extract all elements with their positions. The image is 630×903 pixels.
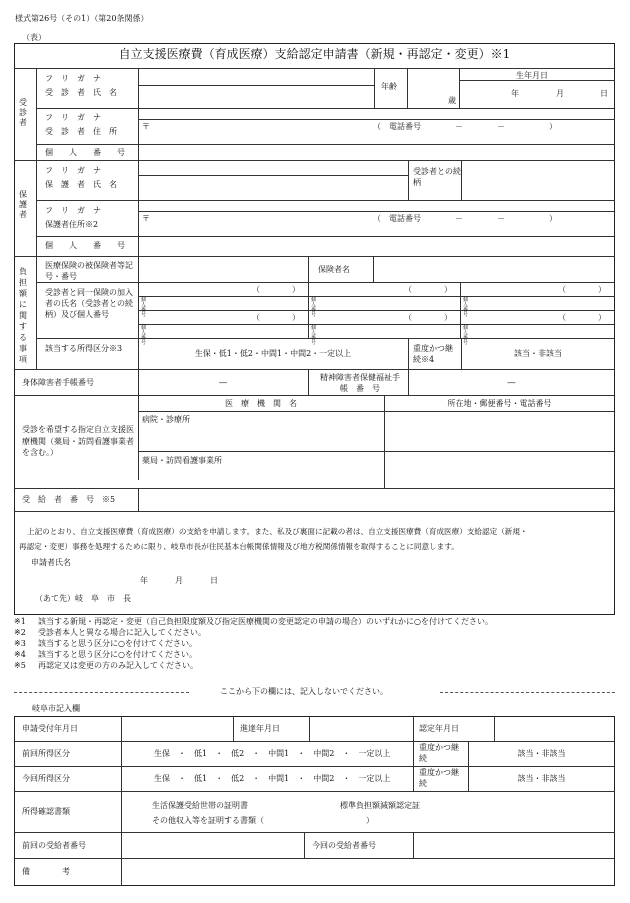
note-1-text: 該当する新規・再認定・変更（自己負担限度額及び指定医療機関の変更認定の申請の場合）のいずれかに○を付けてください。 xyxy=(38,617,493,626)
divider-line-right xyxy=(440,692,615,693)
mental-handbook-label: 精神障害者保健福祉手 帳 番 号 xyxy=(320,373,408,394)
guardian-addr-label: 保護者住所※2 xyxy=(45,220,99,229)
prev-recipient-number-label: 前回の受給者番号 xyxy=(22,841,86,850)
curr-income-options: 生保 ・ 低1 ・ 低2 ・ 中間1 ・ 中間2 ・ 一定以上 xyxy=(154,774,391,783)
consent-line-1: 上記のとおり、自立支援医療費（育成医療）の支給を申請します。また、私及び裏面に記載の者は、自立支援医療費（育成医療）支給認定（新規・ xyxy=(27,527,528,536)
form-number: 様式第26号（その1）（第20条関係） xyxy=(15,14,149,23)
guardian-addr-furigana: フ リ ガ ナ xyxy=(45,206,101,215)
patient-name-label: 受 診 者 氏 名 xyxy=(45,88,117,97)
insurer-name-label: 保険者名 xyxy=(318,265,350,274)
member3-indiv: 個人番号 xyxy=(463,297,469,318)
guardian-name-input[interactable] xyxy=(142,180,404,194)
patient-name-input[interactable] xyxy=(142,88,370,102)
recipient-number-label: 受 給 者 番 号 ※5 xyxy=(22,495,116,504)
member2-indiv: 個人番号 xyxy=(311,297,317,318)
member2-relation: （ ） xyxy=(404,285,452,294)
member3-relation: （ ） xyxy=(558,285,606,294)
note-3-mark: ※3 xyxy=(14,639,26,648)
family-members-label: 受診者と同一保険の加入者の氏名（受診者との続柄）及び個人番号 xyxy=(45,288,133,320)
curr-severe-options: 該当・非該当 xyxy=(517,774,566,783)
member1-indiv: 個人番号 xyxy=(141,297,147,318)
institution-label: 受診を希望する指定自立支援医療機関（薬局・訪問看護事業者を含む。） xyxy=(22,425,134,458)
recipient-number-input[interactable] xyxy=(142,494,610,506)
hospital-label: 病院・診療所 xyxy=(142,415,190,424)
dob-label: 生年月日 xyxy=(516,71,548,80)
patient-phone-open: （ 電話番号 xyxy=(373,122,421,131)
section-patient: 受診者 xyxy=(19,98,27,127)
prev-income-label: 前回所得区分 xyxy=(22,749,70,758)
note-2-mark: ※2 xyxy=(14,628,26,637)
sent-date-label: 進達年月日 xyxy=(240,724,280,733)
guardian-phone-open: （ 電話番号 xyxy=(373,214,421,223)
guardian-furigana-label: フ リ ガ ナ xyxy=(45,166,101,175)
divider-line-left xyxy=(14,692,189,693)
note-1-mark: ※1 xyxy=(14,617,26,626)
insured-number-label: 医療保険の被保険者等記号・番号 xyxy=(45,261,133,282)
guardian-postal: 〒 xyxy=(142,214,150,223)
patient-addr-label: 受 診 者 住 所 xyxy=(45,127,117,136)
guardian-individual-number-input[interactable] xyxy=(142,240,610,252)
addressee: （あて先）岐 阜 市 長 xyxy=(35,594,131,603)
dob-month: 月 xyxy=(556,89,564,98)
institution-col-address: 所在地・郵便番号・電話番号 xyxy=(447,399,552,408)
income-docs-label: 所得確認書類 xyxy=(22,807,70,816)
divider-text: ここから下の欄には、記入しないでください。 xyxy=(220,687,388,696)
guardian-indiv-label: 個 人 番 号 xyxy=(45,241,125,250)
note-5-text: 再認定又は変更の方のみ記入してください。 xyxy=(38,661,198,670)
applicant-name-input[interactable] xyxy=(80,556,280,568)
patient-furigana-label: フ リ ガ ナ xyxy=(45,74,101,83)
guardian-phone-close: ） xyxy=(549,214,557,223)
note-4-text: 該当すると思う区分に○を付けてください。 xyxy=(38,650,197,659)
income-category-label: 該当する所得区分※3 xyxy=(45,344,123,353)
approved-date-label: 認定年月日 xyxy=(419,724,459,733)
guardian-name-label: 保 護 者 氏 名 xyxy=(45,180,117,189)
member6-relation: （ ） xyxy=(558,313,606,322)
remarks-label: 備 考 xyxy=(22,867,70,876)
member4-indiv: 個人番号 xyxy=(141,325,147,346)
severe-label: 重度かつ継続※4 xyxy=(413,344,453,365)
patient-phone-dash1: － xyxy=(455,122,463,131)
doc-welfare-cert: 生活保護受給世帯の証明書 xyxy=(152,801,248,810)
patient-phone-close: ） xyxy=(549,122,557,131)
apply-date-year: 年 xyxy=(140,576,148,585)
curr-severe-label: 重度かつ継 続 xyxy=(419,768,475,789)
note-3-text: 該当すると思う区分に○を付けてください。 xyxy=(38,639,197,648)
section-burden: 負担額に関する事項 xyxy=(19,267,27,364)
office-use-title: 岐阜市記入欄 xyxy=(32,704,80,713)
apply-date-day: 日 xyxy=(210,576,218,585)
dob-day: 日 xyxy=(600,89,608,98)
member5-indiv: 個人番号 xyxy=(311,325,317,346)
form-title: 自立支援医療費（育成医療）支給認定申請書（新規・再認定・変更）※1 xyxy=(118,47,511,61)
age-unit: 歳 xyxy=(448,96,456,105)
institution-col-name: 医 療 機 関 名 xyxy=(225,399,297,408)
patient-individual-number-input[interactable] xyxy=(142,147,610,159)
prev-severe-label: 重度かつ継 続 xyxy=(419,743,475,764)
age-label: 年齢 xyxy=(381,82,397,91)
patient-phone-dash2: － xyxy=(497,122,505,131)
doc-reduction-cert: 標準負担額減額認定証 xyxy=(340,801,420,810)
member1-relation: （ ） xyxy=(252,285,300,294)
relation-label: 受診者との続柄 xyxy=(413,167,461,187)
income-category-options[interactable]: 生保・低1・低2・中間1・中間2・一定以上 xyxy=(194,349,352,358)
note-4-mark: ※4 xyxy=(14,650,26,659)
pharmacy-label: 薬局・訪問看護事業所 xyxy=(142,456,222,465)
prev-severe-options: 該当・非該当 xyxy=(517,749,566,758)
patient-addr-furigana: フ リ ガ ナ xyxy=(45,113,101,122)
doc-other-proof-close: ） xyxy=(366,816,374,825)
patient-indiv-label: 個 人 番 号 xyxy=(45,148,125,157)
received-date-label: 申請受付年月日 xyxy=(22,724,78,733)
note-5-mark: ※5 xyxy=(14,661,26,670)
note-2-text: 受診者本人と異なる場合に記入してください。 xyxy=(38,628,206,637)
guardian-phone-dash1: － xyxy=(455,214,463,223)
consent-line-2: 再認定・変更）事務を処理するために限り、岐阜市長が住民基本台帳関係情報及び地方税関係情報を取得することに同意します。 xyxy=(19,542,459,551)
curr-income-label: 今回所得区分 xyxy=(22,774,70,783)
guardian-phone-dash2: － xyxy=(497,214,505,223)
applicant-name-label: 申請者氏名 xyxy=(31,558,71,567)
curr-recipient-number-label: 今回の受給者番号 xyxy=(312,841,376,850)
mental-handbook-value: ― xyxy=(507,378,516,387)
member5-relation: （ ） xyxy=(404,313,452,322)
member4-relation: （ ） xyxy=(252,313,300,322)
severe-options[interactable]: 該当・非該当 xyxy=(514,349,562,358)
dob-year: 年 xyxy=(511,89,519,98)
apply-date-month: 月 xyxy=(175,576,183,585)
physical-handbook-value: ― xyxy=(219,378,227,387)
doc-other-proof: その他収入等を証明する書類（ xyxy=(152,816,264,825)
patient-postal: 〒 xyxy=(142,122,150,131)
form-side: （表） xyxy=(22,33,46,42)
physical-handbook-label: 身体障害者手帳番号 xyxy=(22,378,94,387)
member6-indiv: 個人番号 xyxy=(463,325,469,346)
section-guardian: 保護者 xyxy=(19,190,27,219)
prev-income-options: 生保 ・ 低1 ・ 低2 ・ 中間1 ・ 中間2 ・ 一定以上 xyxy=(154,749,391,758)
